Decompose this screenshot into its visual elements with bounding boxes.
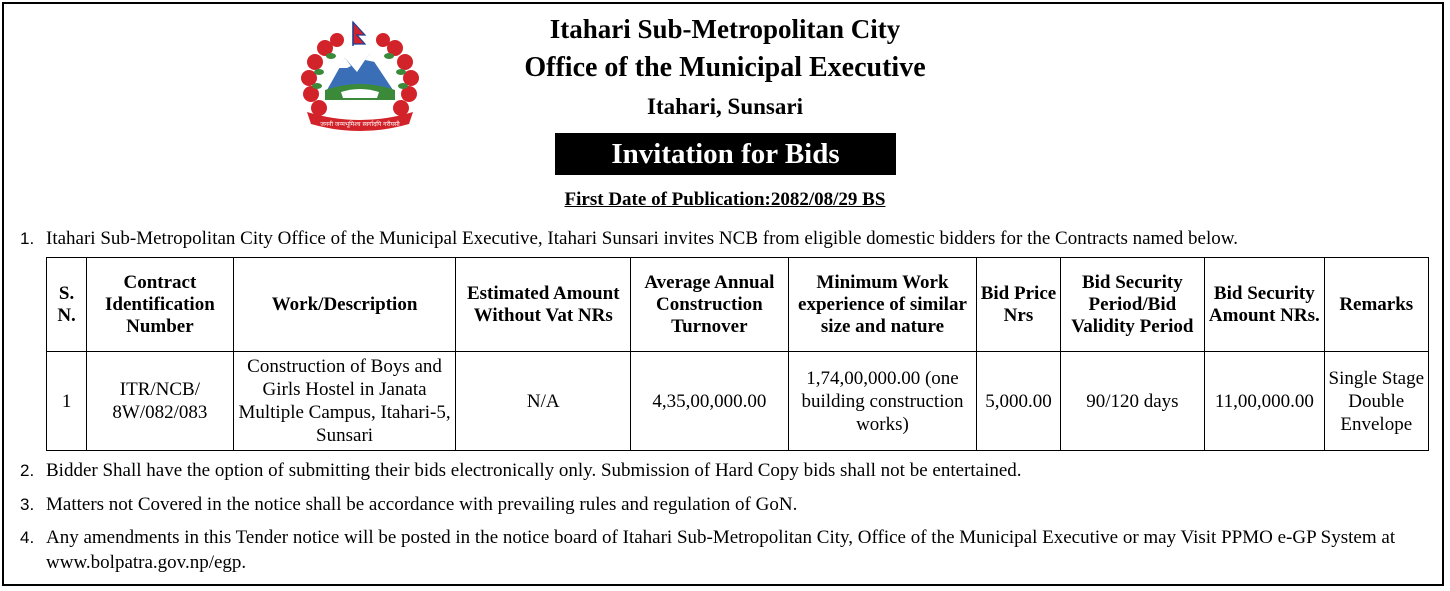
- header-work-experience: Minimum Work experience of similar size and nature: [788, 258, 977, 352]
- header-annual-turnover: Average Annual Construction Turnover: [631, 258, 789, 352]
- cell-work-description: Construction of Boys and Girls Hostel in Janata Multiple Campus, Itahari-5, Sunsari: [233, 352, 456, 451]
- office-name: Office of the Municipal Executive: [524, 52, 926, 83]
- table-header-row: [47, 258, 1429, 352]
- header-remarks: Remarks: [1324, 258, 1428, 352]
- city-name: Itahari Sub-Metropolitan City: [549, 14, 901, 44]
- list-item: 4. Any amendments in this Tender notice will be posted in the notice board of Itahari Sub-Metropolitan City, Office of the Municipal Executive or may Visit PPMO e-GP System at www.bolpatra.gov.np/egp.: [20, 527, 1396, 573]
- list-item: 1. Itahari Sub-Metropolitan City Office of the Municipal Executive, Itahari Sunsari invites NCB from eligible domestic bidders for the Contracts named below.: [20, 228, 1238, 249]
- list-item: 2. Bidder Shall have the option of submitting their bids electronically only. Submission of Hard Copy bids shall not be entertained.: [20, 460, 1022, 481]
- cell-sn: 1: [47, 352, 87, 451]
- cell-bid-security-period: 90/120 days: [1060, 352, 1205, 451]
- cell-bid-security-amount: 11,00,000.00: [1205, 352, 1324, 451]
- cell-contract-id: ITR/NCB/ 8W/082/083: [87, 352, 234, 451]
- cell-bid-price: 5,000.00: [977, 352, 1060, 451]
- bids-table: [46, 257, 1429, 451]
- header-work-description: Work/Description: [233, 258, 456, 352]
- publication-date: First Date of Publication:2082/08/29 BS: [564, 189, 886, 210]
- header-contract-id: Contract Identification Number: [87, 258, 234, 352]
- cell-estimated-amount: N/A: [456, 352, 631, 451]
- header-sn: S. N.: [47, 258, 87, 352]
- list-item: 3. Matters not Covered in the notice shall be accordance with prevailing rules and regulation of GoN.: [20, 494, 798, 515]
- header-bid-security-period: Bid Security Period/Bid Validity Period: [1060, 258, 1205, 352]
- cell-remarks: Single Stage Double Envelope: [1324, 352, 1428, 451]
- office-location: Itahari, Sunsari: [647, 94, 803, 119]
- notice-title: Invitation for Bids: [555, 133, 896, 175]
- header-bid-price: Bid Price Nrs: [977, 258, 1060, 352]
- cell-work-experience: 1,74,00,000.00 (one building construction works): [788, 352, 977, 451]
- table-row: [47, 352, 1429, 451]
- header-estimated-amount: Estimated Amount Without Vat NRs: [456, 258, 631, 352]
- cell-annual-turnover: 4,35,00,000.00: [631, 352, 789, 451]
- svg-text:जननी जन्मभूमिश्च स्वर्गादपि गर: जननी जन्मभूमिश्च स्वर्गादपि गरीयसी: [320, 121, 400, 128]
- header-bid-security-amount: Bid Security Amount NRs.: [1205, 258, 1324, 352]
